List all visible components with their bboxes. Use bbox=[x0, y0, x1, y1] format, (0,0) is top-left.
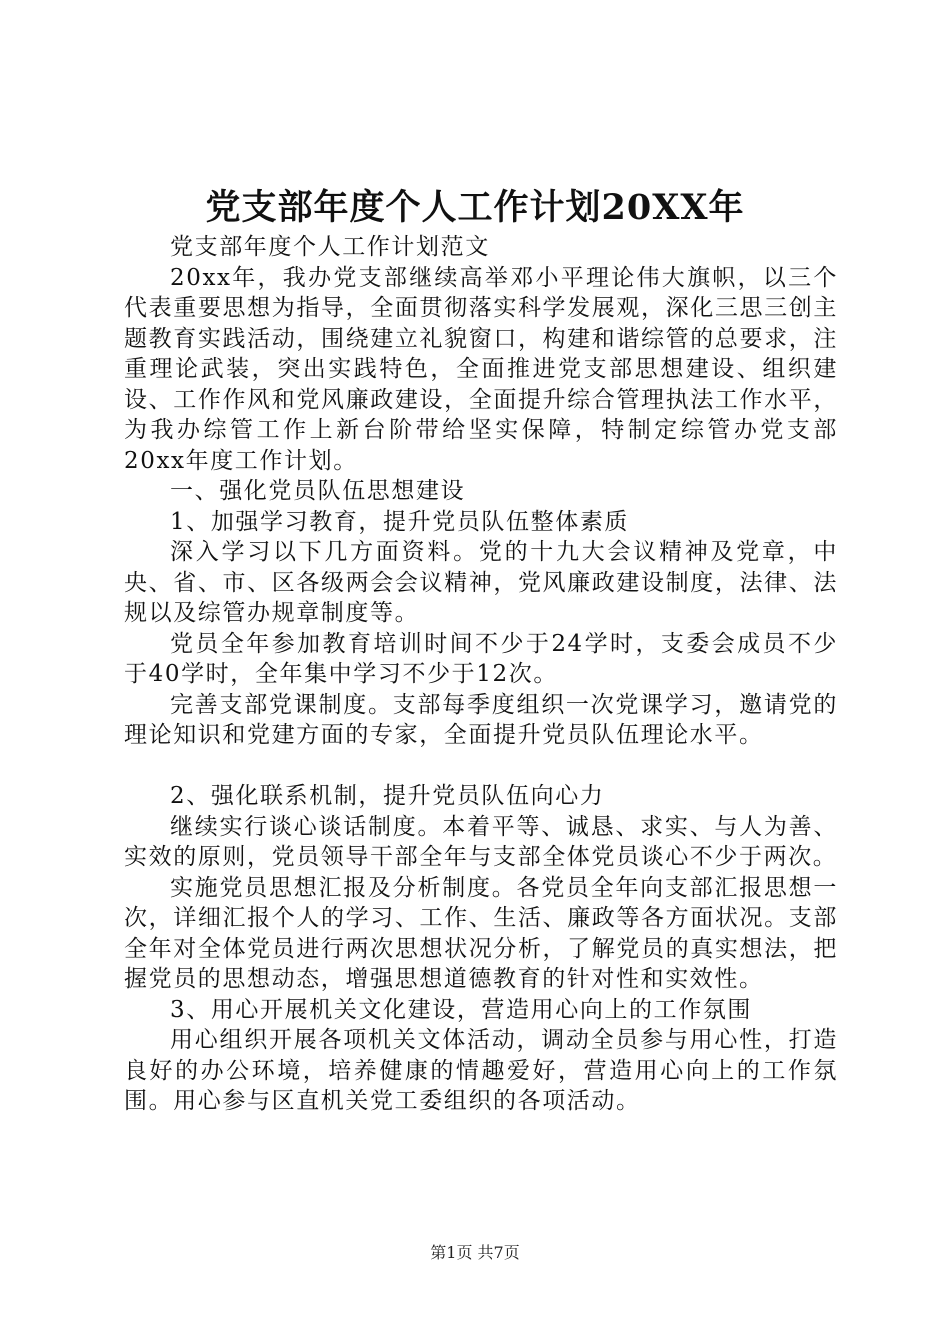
paragraph-party-lecture: 完善支部党课制度。支部每季度组织一次党课学习，邀请党的理论知识和党建方面的专家，全面提升党员队伍理论水平。 bbox=[124, 691, 838, 748]
subsection-heading-3: 3、用心开展机关文化建设，营造用心向上的工作氛围 bbox=[170, 996, 753, 1023]
paragraph-subtitle: 党支部年度个人工作计划范文 bbox=[170, 234, 490, 260]
page-footer: 第1页 共7页 bbox=[430, 1243, 520, 1262]
paragraph-study-materials: 深入学习以下几方面资料。党的十九大会议精神及党章，中央、省、市、区各级两会会议精神，党风廉政建设制度，法律、法规以及综管办规章制度等。 bbox=[124, 539, 838, 626]
document-body bbox=[124, 232, 838, 1117]
paragraph-culture-activities: 用心组织开展各项机关文体活动，调动全员参与用心性，打造良好的办公环境，培养健康的情趣爱好，营造用心向上的工作氛围。用心参与区直机关党工委组织的各项活动。 bbox=[124, 1027, 838, 1114]
paragraph-heart-talks: 继续实行谈心谈话制度。本着平等、诚恳、求实、与人为善、实效的原则，党员领导干部全年与支部全体党员谈心不少于两次。 bbox=[124, 813, 838, 870]
paragraph-thought-reports: 实施党员思想汇报及分析制度。各党员全年向支部汇报思想一次，详细汇报个人的学习、工作、生活、廉政等各方面状况。支部全年对全体党员进行两次思想状况分析，了解党员的真实想法，把握党员的思想动态，增强思想道德教育的针对性和实效性。 bbox=[124, 874, 838, 992]
subsection-heading-2: 2、强化联系机制，提升党员队伍向心力 bbox=[170, 783, 605, 809]
section-heading-1: 一、强化党员队伍思想建设 bbox=[170, 478, 466, 504]
paragraph-training-hours: 党员全年参加教育培训时间不少于24学时，支委会成员不少于40学时，全年集中学习不少于12次。 bbox=[124, 630, 838, 687]
paragraph-intro: 20xx年，我办党支部继续高举邓小平理论伟大旗帜，以三个代表重要思想为指导，全面贯彻落实科学发展观，深化三思三创主题教育实践活动，围绕建立礼貌窗口，构建和谐综管的总要求，注重理论武装，突出实践特色，全面推进党支部思想建设、组织建设、工作作风和党风廉政建设，全面提升综合管理执法工作水平，为我办综管工作上新台阶带给坚实保障，特制定综管办党支部20xx年度工作计划。 bbox=[124, 264, 838, 474]
document-title: 党支部年度个人工作计划20XX年 bbox=[205, 187, 745, 228]
subsection-heading-1: 1、加强学习教育，提升党员队伍整体素质 bbox=[170, 508, 630, 535]
blank-line bbox=[124, 751, 838, 782]
